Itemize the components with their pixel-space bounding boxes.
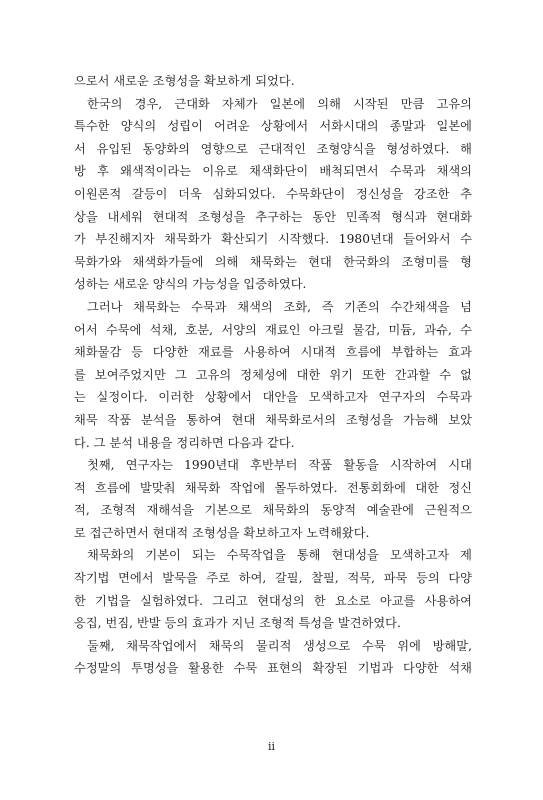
text-line: 으로서 새로운 조형성을 확보하게 되었다. [74, 74, 295, 88]
text-line: 적 흐름에 발맞춰 채묵화 작업에 몰두하였다. 전통회화에 대한 정신 [74, 480, 472, 495]
text-line: 특수한 양식의 성립이 어려운 상황에서 서화시대의 종말과 일본에 [74, 119, 472, 134]
text-line: 로 접근하면서 현대적 조형성을 확보하고자 노력해왔다. [74, 525, 370, 540]
text-line: 채묵화의 기본이 되는 수묵작업을 통해 현대성을 모색하고자 제 [87, 548, 472, 563]
document-body [74, 70, 472, 680]
text-line: 응집, 번짐, 반발 등의 효과가 지닌 조형적 특성을 발견하였다. [74, 616, 401, 631]
page-number: ii [267, 740, 276, 753]
text-line: 둘째, 채묵작업에서 채묵의 물리적 생성으로 수묵 위에 방해말, [87, 638, 472, 653]
text-line: 채묵 작품 분석을 통하여 현대 채묵화로서의 조형성을 가늠해 보았 [74, 412, 472, 427]
text-line: 어서 수묵에 석채, 호분, 서양의 재료인 아크릴 물감, 미듐, 과슈, 수 [74, 322, 472, 337]
text-line: 가 부진해지자 채묵화가 확산되기 시작했다. 1980년대 들어와서 수 [74, 232, 472, 247]
text-line: 적, 조형적 재해석을 기본으로 채묵화의 동양적 예술관에 근원적으 [74, 503, 472, 518]
text-line: 성하는 새로운 양식의 가능성을 입증하였다. [74, 277, 307, 292]
text-line: 한국의 경우, 근대화 자체가 일본에 의해 시작된 만큼 고유의 [87, 96, 472, 111]
text-line: 방 후 왜색적이라는 이유로 채색화단이 배척되면서 수묵과 채색의 [74, 164, 472, 179]
text-line: 첫째, 연구자는 1990년대 후반부터 작품 활동을 시작하여 시대 [87, 458, 472, 473]
text-line: 수정말의 투명성을 활용한 수묵 표현의 확장된 기법과 다양한 석채 [74, 661, 472, 676]
text-line: 다. 그 분석 내용을 정리하면 다음과 같다. [74, 435, 295, 450]
text-line: 한 기법을 실험하였다. 그리고 현대성의 한 요소로 아교를 사용하여 [74, 593, 472, 608]
text-line: 서 유입된 동양화의 영향으로 근대적인 조형양식을 형성하였다. 해 [74, 141, 472, 156]
text-line: 는 실정이다. 이러한 상황에서 대안을 모색하고자 연구자의 수묵과 [74, 390, 472, 405]
text-line: 를 보여주었지만 그 고유의 정체성에 대한 위기 또한 간과할 수 없 [74, 367, 472, 382]
text-line: 이원론적 갈등이 더욱 심화되었다. 수묵화단이 정신성을 강조한 추 [74, 186, 472, 201]
text-line: 채화물감 등 다양한 재료를 사용하여 시대적 흐름에 부합하는 효과 [74, 345, 472, 360]
text-line: 작기법 면에서 발묵을 주로 하여, 갈필, 찰필, 적묵, 파묵 등의 다양 [74, 571, 472, 586]
text-line: 묵화가와 채색화가들에 의해 채묵화는 현대 한국화의 조형미를 형 [74, 254, 472, 269]
text-line: 그러나 채묵화는 수묵과 채색의 조화, 즉 기존의 수간채색을 넘 [87, 299, 472, 314]
text-line: 상을 내세워 현대적 조형성을 추구하는 동안 민족적 형식과 현대화 [74, 209, 472, 224]
